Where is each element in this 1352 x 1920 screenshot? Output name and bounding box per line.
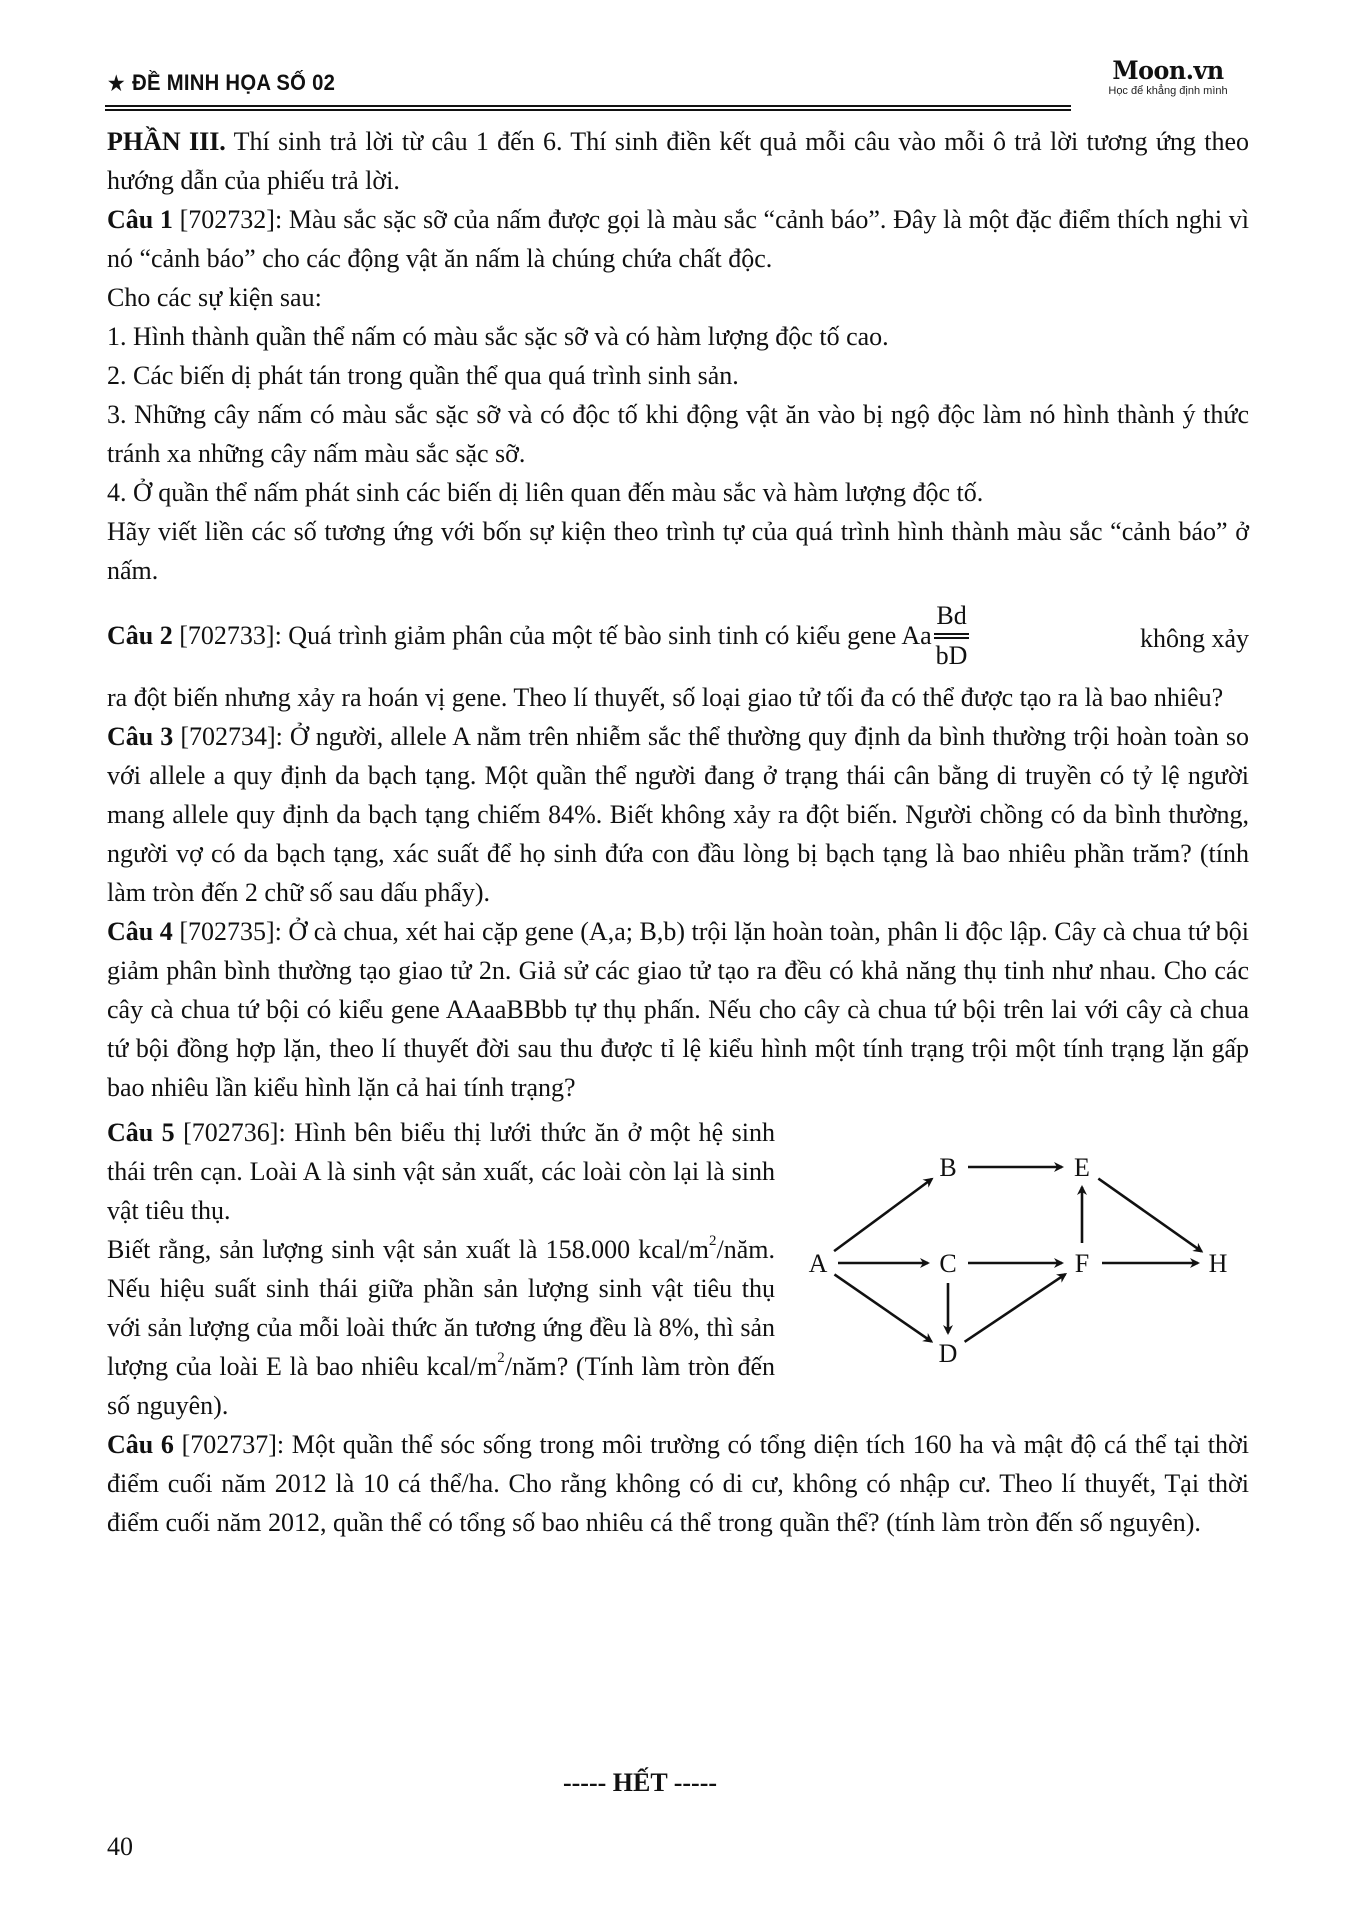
header-divider-top [105, 105, 1071, 107]
question-label: Câu 6 [107, 1430, 174, 1459]
food-web-node-a: A [808, 1249, 828, 1278]
question-id: [702736] [174, 1118, 279, 1147]
brand-logo: Moon.vn [1112, 56, 1224, 85]
food-web-node-h: H [1208, 1249, 1228, 1278]
event-item: 2. Các biến dị phát tán trong quần thể qua quá trình sinh sản. [107, 361, 739, 390]
exam-title [108, 70, 335, 96]
question-text: /năm. Nếu hiệu suất sinh thái giữa phần sản lượng sinh vật tiêu thụ với sản lượng của mỗi loài thức ăn tương ứng đều là 8%, thì sản lượng của loài E là bao nhiêu kcal/m [107, 1235, 775, 1381]
section-intro [107, 122, 1249, 200]
question-text: : Ở cà chua, xét hai cặp gene (A,a; B,b) trội lặn hoàn toàn, phân li độc lập. Cây cà chua tứ bội giảm phân bình thường tạo giao tử 2n. Giả sử các giao tử tạo ra đều có khả năng thụ tinh như nhau. Cho các cây cà chua tứ bội có kiểu gene AAaaBBbb tự thụ phấn. Nếu cho cây cà chua tứ bội trên lai với cây cà chua tứ bội đồng hợp lặn, theo lí thuyết đời sau thu được tỉ lệ kiểu hình một tính trạng trội một tính trạng lặn gấp bao nhiêu lần kiểu hình lặn cả hai tính trạng? [107, 917, 1249, 1102]
question-5-detail [107, 1230, 775, 1425]
question-4 [107, 912, 1249, 1107]
question-text: : Màu sắc sặc sỡ của nấm được gọi là màu sắc “cảnh báo”. Đây là một đặc điểm thích nghi vì nó “cảnh báo” cho các động vật ăn nấm là chúng chứa chất độc. [107, 205, 1249, 273]
end-mark: ----- HẾT ----- [562, 1768, 718, 1797]
superscript: 2 [709, 1233, 717, 1250]
question-6 [107, 1425, 1249, 1542]
question-2-stem [107, 598, 1249, 678]
question-id: [702732] [172, 205, 275, 234]
food-web-arrow-a-b [834, 1179, 932, 1251]
question-label: Câu 4 [107, 917, 173, 946]
question-id: [702734] [173, 722, 276, 751]
question-text: /năm? (Tính làm tròn đến số nguyên). [107, 1352, 775, 1420]
food-web-node-f: F [1074, 1249, 1090, 1278]
question-1-stem [107, 200, 1249, 278]
question-2 [107, 598, 1249, 717]
question-5 [107, 1113, 1249, 1425]
star-icon: ★ [108, 73, 125, 95]
question-text: : Hình bên biểu thị lưới thức ăn ở một hệ sinh thái trên cạn. Loài A là sinh vật sản xuất, các loài còn lại là sinh vật tiêu thụ. [107, 1118, 775, 1225]
food-web-node-d: D [938, 1339, 958, 1368]
question-id: [702735] [172, 917, 275, 946]
question-label: Câu 1 [107, 205, 173, 234]
page-number: 40 [107, 1832, 133, 1861]
event-item: 1. Hình thành quần thể nấm có màu sắc sặc sỡ và có hàm lượng độc tố cao. [107, 322, 889, 351]
question-1 [107, 200, 1249, 590]
section-label: PHẦN III. [107, 127, 226, 156]
food-web-diagram [790, 1133, 1270, 1393]
food-web-arrow-d-f [965, 1274, 1066, 1342]
question-1-intro: Cho các sự kiện sau: [107, 283, 322, 312]
question-label: Câu 3 [107, 722, 174, 751]
question-5-stem [107, 1113, 775, 1230]
question-text: : Quá trình giảm phân của một tế bào sinh tinh có kiểu gene Aa [274, 620, 932, 650]
question-text: : Ở người, allele A nằm trên nhiễm sắc thể thường quy định da bình thường trội hoàn toàn so với allele a quy định da bạch tạng. Một quần thể người đang ở trạng thái cân bằng di truyền có tỷ lệ người mang allele quy định da bạch tạng chiếm 84%. Biết không xảy ra đột biến. Người chồng có da bình thường, người vợ có da bạch tạng, xác suất để họ sinh đứa con đầu lòng bị bạch tạng là bao nhiêu phần trăm? (tính làm tròn đến 2 chữ số sau dấu phẩy). [107, 722, 1249, 907]
question-2-lead [107, 603, 975, 673]
food-web-arrow-a-d [834, 1274, 931, 1341]
superscript: 2 [497, 1350, 505, 1367]
question-5-text [107, 1113, 775, 1425]
question-id: [702733] [172, 620, 275, 650]
event-item: 4. Ở quần thể nấm phát sinh các biến dị liên quan đến màu sắc và hàm lượng độc tố. [107, 478, 984, 507]
genotype-denominator: bD [935, 641, 968, 670]
genotype-numerator: Bd [936, 601, 967, 630]
brand-slogan: Học để khẳng định mình [1108, 85, 1228, 97]
question-2-continuation: ra đột biến nhưng xảy ra hoán vị gene. Theo lí thuyết, số loại giao tử tối đa có thể được tạo ra là bao nhiêu? [107, 683, 1224, 712]
food-web-arrow-e-h [1098, 1179, 1201, 1252]
question-text-inline: không xảy [1139, 623, 1249, 653]
exam-title-text: ĐỀ MINH HỌA SỐ 02 [132, 70, 336, 95]
chromosome-double-bar [934, 633, 970, 639]
food-web-node-e: E [1074, 1153, 1090, 1182]
section-instruction: Thí sinh trả lời từ câu 1 đến 6. Thí sinh điền kết quả mỗi câu vào mỗi ô trả lời tương ứng theo hướng dẫn của phiếu trả lời. [107, 127, 1249, 195]
genotype-fraction [934, 601, 970, 671]
food-web-node-b: B [939, 1153, 957, 1182]
question-text: : Một quần thể sóc sống trong môi trường có tổng diện tích 160 ha và mật độ cá thể tại thời điểm cuối năm 2012 là 10 cá thể/ha. Cho rằng không có di cư, không có nhập cư. Theo lí thuyết, Tại thời điểm cuối năm 2012, quần thể có tổng số bao nhiêu cá thể trong quần thể? (tính làm tròn đến số nguyên). [107, 1430, 1249, 1537]
header-divider-bottom [105, 109, 1071, 111]
food-web-node-c: C [939, 1249, 957, 1278]
event-item: 3. Những cây nấm có màu sắc sặc sỡ và có độc tố khi động vật ăn vào bị ngộ độc làm nó hình thành ý thức tránh xa những cây nấm màu sắc sặc sỡ. [107, 400, 1249, 468]
question-label: Câu 5 [107, 1118, 175, 1147]
question-id: [702737] [173, 1430, 277, 1459]
brand [1098, 58, 1238, 97]
question-text: Biết rằng, sản lượng sinh vật sản xuất là 158.000 kcal/m [107, 1235, 709, 1264]
question-3 [107, 717, 1249, 912]
question-label: Câu 2 [107, 620, 173, 650]
question-1-prompt: Hãy viết liền các số tương ứng với bốn sự kiện theo trình tự của quá trình hình thành màu sắc “cảnh báo” ở nấm. [107, 517, 1249, 585]
page-content [107, 122, 1249, 1542]
